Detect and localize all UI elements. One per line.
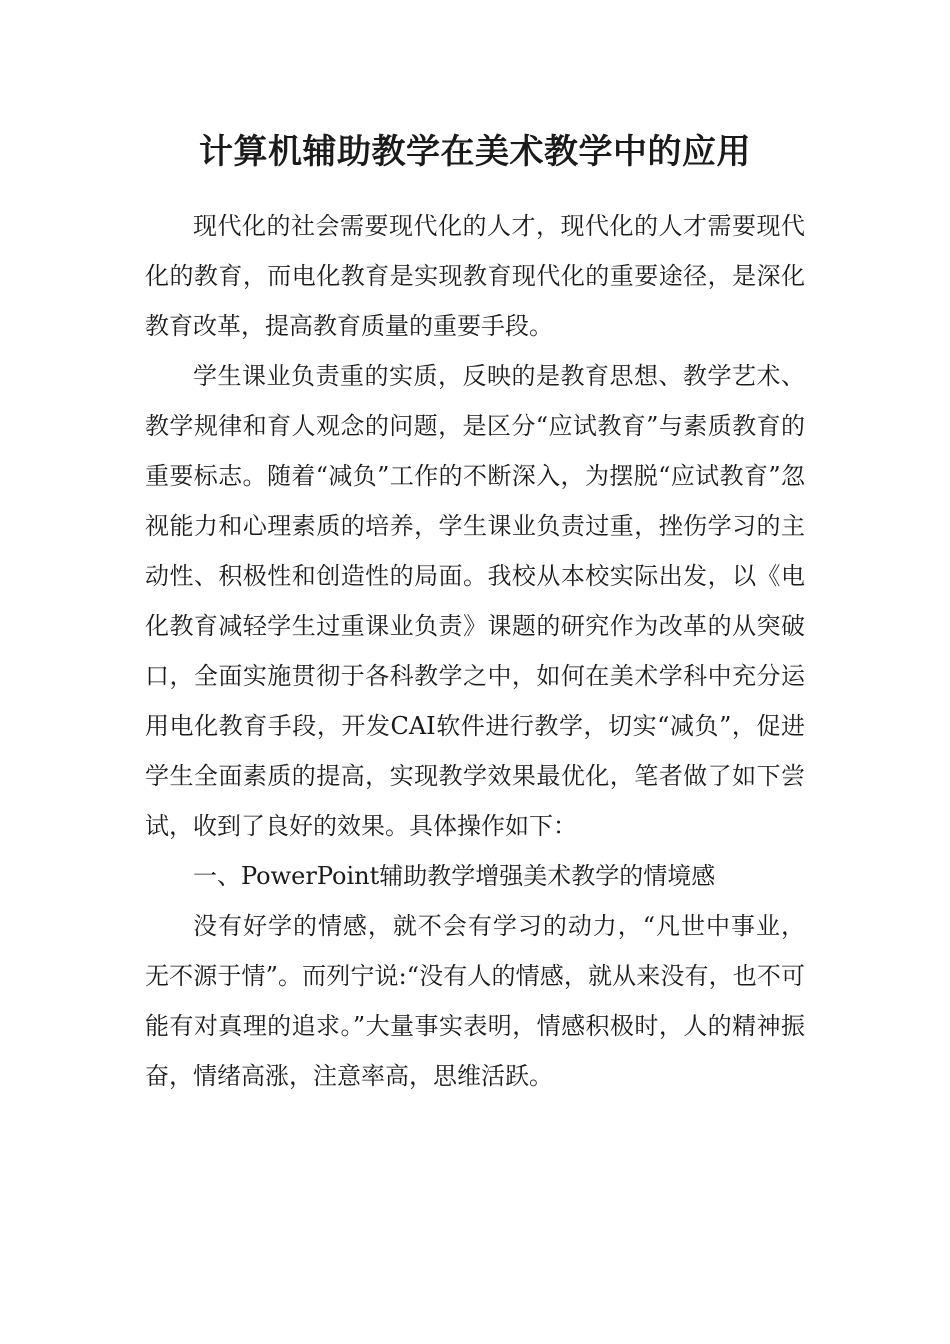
- section-heading-1: 一、PowerPoint辅助教学增强美术教学的情境感: [193, 862, 716, 890]
- paragraph-background: 学生课业负责重的实质，反映的是教育思想、教学艺术、教学规律和育人观念的问题，是区分“应试教育”与素质教育的重要标志。随着“减负”工作的不断深入，为摆脱“应试教育”忽视能力和心理素质的培养，学生课业负责过重，挫伤学习的主动性、积极性和创造性的局面。我校从本校实际出发，以《电化教育减轻学生过重课业负责》课题的研究作为改革的从突破口，全面实施贯彻于各科教学之中，如何在美术学科中充分运用电化教育手段，开发CAI软件进行教学，切实“减负”，促进学生全面素质的提高，实现教学效果最优化，笔者做了如下尝试，收到了良好的效果。具体操作如下：: [145, 362, 805, 840]
- document-page: [145, 128, 805, 1101]
- document-title: 计算机辅助教学在美术教学中的应用: [199, 132, 751, 172]
- paragraph-intro: 现代化的社会需要现代化的人才，现代化的人才需要现代化的教育，而电化教育是实现教育现代化的重要途径，是深化教育改革，提高教育质量的重要手段。: [145, 212, 805, 340]
- paragraph-emotion: 没有好学的情感，就不会有学习的动力，“凡世中事业，无不源于情”。而列宁说:“没有人的情感，就从来没有，也不可能有对真理的追求。”大量事实表明，情感积极时，人的精神振奋，情绪高涨，注意率高，思维活跃。: [145, 912, 805, 1090]
